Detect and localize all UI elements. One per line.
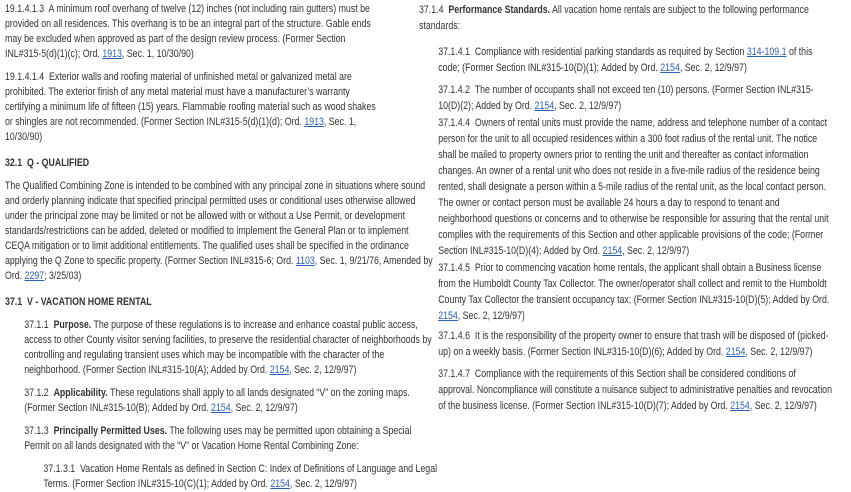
text-line: 37.1.4 Performance Standards. All vacation home rentals are subject to the following performance: [419, 4, 809, 16]
bold-label: Purpose.: [53, 319, 92, 331]
text-line: INL#315-5(d)(1)(c); Ord. 1913, Sec. 1, 10/30/90): [5, 48, 194, 60]
right-column: [419, 2, 849, 475]
text-line: 37.1.2 Applicability. These regulations shall apply to all lands designated “V” on the zoning maps.: [24, 387, 410, 399]
paragraph: [419, 44, 851, 76]
ordinance-link[interactable]: 2297: [24, 270, 45, 282]
text-line: Section INL#315-10(D)(4); Added by Ord. 2154, Sec. 2, 12/9/97): [438, 245, 690, 257]
text-line: code; (Former Section INL#315-10(D)(1); Added by Ord. 2154, Sec. 2, 12/9/97): [438, 62, 747, 74]
ordinance-link[interactable]: 2154: [534, 100, 555, 112]
section-heading: [5, 153, 441, 171]
text-line: up) on a weekly basis. (Former Section INL#315-10(D)(6); Added by Ord. 2154, Sec. 2, 12/9/97): [438, 346, 813, 358]
text-line: 37.1.3 Principally Permitted Uses. The following uses may be permitted upon obtaining a Special: [24, 425, 412, 437]
text-line: 19.1.4.1.3 A minimum roof overhang of twelve (12) inches (not including rain gutters) must be: [5, 3, 370, 15]
text-line: 37.1.4.6 It is the responsibility of the property owner to ensure that trash will be disposed of (picked-: [438, 330, 829, 342]
text-line: Permit on all lands designated with the “V” or Vacation Home Rental Combining Zone:: [24, 440, 359, 452]
text-line: neighborhood. (Former Section INL#315-10(A); Added by Ord. 2154, Sec. 2, 12/9/97): [24, 364, 357, 376]
ordinance-link[interactable]: 2154: [269, 364, 290, 376]
ordinance-link[interactable]: 2154: [660, 62, 680, 74]
section-heading: [5, 292, 441, 310]
text-line: shall be mailed to property owners prior to renting the unit and thereafter as contact information: [438, 149, 809, 161]
text-line: 19.1.4.1.4 Exterior walls and roofing material of unfinished metal or galvanized metal are: [5, 71, 352, 83]
text-line: may be excluded when approved as part of the design review process. (Former Section: [5, 33, 346, 45]
text-line: 2154, Sec. 2, 12/9/97): [438, 310, 525, 322]
right-column-text: [419, 2, 851, 414]
bold-label: Performance Standards.: [448, 4, 551, 16]
text-line: under the principal zone may be limited or not be allowed with or without a Use Permit, or development: [5, 210, 406, 222]
paragraph: [5, 462, 441, 492]
text-line: Ord. 2297; 3/25/03): [5, 270, 82, 282]
text-line: 37.1.1 Purpose. The purpose of these regulations is to increase and enhance coastal public access,: [24, 319, 418, 331]
text-line: of the business license. (Former Section INL#315-10(D)(7); Added by Ord. 2154, Sec. 2, 12/9/97): [438, 400, 817, 412]
paragraph: [419, 115, 851, 259]
paragraph: [419, 366, 851, 414]
text-line: or shingles are not recommended. (Former Section INL#315-5(d)(1)(d); Ord. 1913, Sec. 1,: [5, 116, 357, 128]
text-line: 32.1 Q - QUALIFIED: [5, 157, 90, 169]
left-column: [5, 2, 439, 490]
ordinance-link[interactable]: 2154: [211, 402, 231, 414]
bold-label: Applicability.: [53, 387, 108, 399]
text-line: CEQA mitigation or to limit additional entitlements. The qualified uses shall be specified in the ordinance: [5, 240, 409, 252]
ordinance-link[interactable]: 2154: [730, 400, 750, 412]
text-line: controlling and regulating transient uses which may be incompatible with the character of the: [24, 349, 385, 361]
ordinance-link[interactable]: 1103: [295, 255, 315, 267]
ordinance-link[interactable]: 2154: [725, 346, 746, 358]
text-line: (Former Section INL#315-10(B); Added by Ord. 2154, Sec. 2, 12/9/97): [24, 402, 298, 414]
text-line: from the Humboldt County Tax Collector. The owner/operator shall collect and remit to the Humboldt: [438, 278, 827, 290]
ordinance-link[interactable]: 314-109.1: [746, 46, 787, 58]
text-line: and orderly planning indicate that specified principal permitted uses or conditional uses otherwise allowed: [5, 195, 416, 207]
text-line: The owner or contact person must be available 24 hours a day to respond to tenant and: [438, 197, 780, 209]
paragraph: [419, 328, 851, 360]
ordinance-link[interactable]: 2154: [270, 478, 290, 490]
bold-label: Principally Permitted Uses.: [53, 425, 168, 437]
ordinance-link[interactable]: 1913: [304, 116, 324, 128]
text-line: person for the unit to all occupied residences within a 300 foot radius of the rental unit. The notice: [438, 133, 818, 145]
text-line: standards/restrictions can be added, deleted or modified to implement the General Plan or to implement: [5, 225, 409, 237]
text-line: 37.1.4.7 Compliance with the requirements of this Section shall be considered conditions of: [438, 368, 796, 380]
paragraph: [419, 82, 851, 114]
paragraph: [5, 2, 441, 62]
text-line: 37.1.4.4 Owners of rental units must provide the name, address and telephone number of a contact: [438, 117, 828, 129]
paragraph: [5, 318, 441, 378]
text-line: approval. Noncompliance will constitute a nuisance subject to administrative penalties and revocation: [438, 384, 832, 396]
text-line: County Tax Collector the transient occupancy tax; (Former Section INL#315-10(D)(5); Added by Ord.: [438, 294, 830, 306]
paragraph: [5, 179, 441, 284]
text-line: 10/30/90): [5, 131, 43, 143]
ordinance-link[interactable]: 1913: [102, 48, 122, 60]
text-line: standards:: [419, 20, 461, 32]
paragraph: [5, 70, 441, 145]
paragraph: [5, 386, 441, 416]
left-column-text: [5, 2, 441, 492]
ordinance-link[interactable]: 2154: [602, 245, 623, 257]
paragraph: [419, 260, 851, 324]
text-line: changes. An owner of a rental unit who does not reside in a five-mile radius of the residence being: [438, 165, 820, 177]
text-line: rented, shall designate a person within a 5-mile radius of the rental unit, as the local contact person.: [438, 181, 827, 193]
text-line: 10(D)(2); Added by Ord. 2154, Sec. 2, 12/9/97): [438, 100, 622, 112]
ordinance-link[interactable]: 2154: [438, 310, 458, 322]
paragraph: [5, 424, 441, 454]
text-line: access to other County visitor serving facilities, to preserve the residential character of neighborhoods by: [24, 334, 432, 346]
text-line: Terms. (Former Section INL#315-10(C)(1); Added by Ord. 2154, Sec. 2, 12/9/97): [43, 478, 357, 490]
text-line: 37.1.4.1 Compliance with residential parking standards as required by Section 314-109.1 of this: [438, 46, 813, 58]
text-line: 37.1 V - VACATION HOME RENTAL: [5, 296, 152, 308]
text-line: The Qualified Combining Zone is intended to be combined with any principal zone in situations where sound: [5, 180, 426, 192]
text-line: applying the Q Zone to specific property. (Former Section INL#315-6; Ord. 1103, Sec. 1, 9/21/76, Amended by: [5, 255, 433, 267]
text-line: neighborhood questions or concerns and to otherwise be responsible for assuring that the rental unit: [438, 213, 829, 225]
text-line: certifying a minimum life of fifteen (15) years. Flammable roofing material such as wood shakes: [5, 101, 376, 113]
text-line: complies with the requirements of this Section and other applicable provisions of the code; (Former: [438, 229, 824, 241]
text-line: 37.1.4.5 Prior to commencing vacation home rentals, the applicant shall obtain a Business license: [438, 262, 822, 274]
text-line: 37.1.4.2 The number of occupants shall not exceed ten (10) persons. (Former Section INL#315-: [438, 84, 814, 96]
text-line: prohibited. The exterior finish of any metal material must have a manufacturer’s warranty: [5, 86, 350, 98]
text-line: 37.1.3.1 Vacation Home Rentals as defined in Section C: Index of Definitions of Language and Legal: [43, 463, 438, 475]
paragraph: [419, 2, 851, 34]
text-line: provided on all residences. This overhang is to be an integral part of the structure. Gable ends: [5, 18, 371, 30]
